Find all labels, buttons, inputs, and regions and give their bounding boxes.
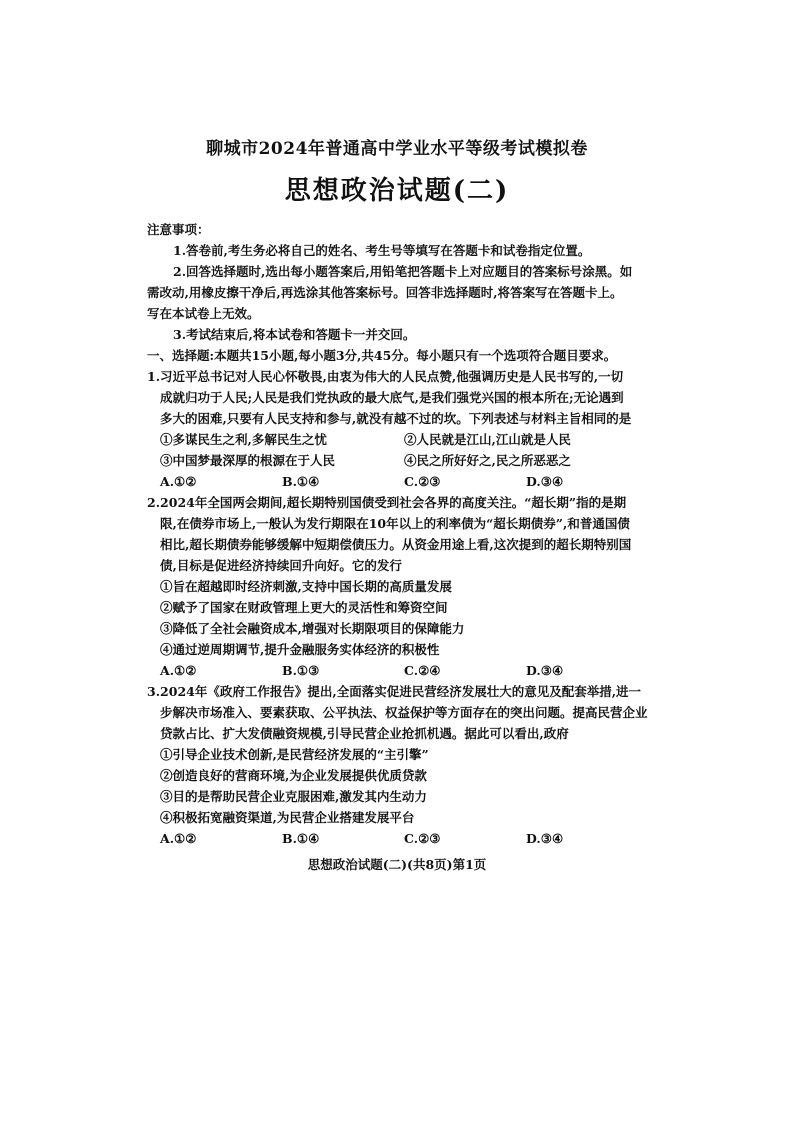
question-2-stem-line-4: 债,目标是促进经济持续回升向好。它的发行 <box>160 558 402 573</box>
question-2-option-4: ④通过逆周期调节,提升金融服务实体经济的积极性 <box>160 642 440 657</box>
question-3-answers <box>147 828 657 849</box>
exam-title: 聊城市2024年普通高中学业水平等级考试模拟卷 <box>206 139 588 159</box>
question-1-option-1: ①多谋民生之利,多解民生之忧 <box>160 432 327 447</box>
notice-item-2-line-3: 写在本试卷上无效。 <box>147 306 260 321</box>
question-1-option-2: ②人民就是江山,江山就是人民 <box>404 432 571 447</box>
question-3-option-3: ③目的是帮助民营企业克服困难,激发其内生动力 <box>160 789 427 804</box>
question-1-options-row-1 <box>147 429 657 450</box>
question-1-answers <box>147 471 657 492</box>
question-1-answer-c: C.②③ <box>404 474 441 489</box>
question-3-option-1: ①引导企业技术创新,是民营经济发展的“主引擎” <box>160 747 429 762</box>
question-3-answer-a: A.①② <box>160 831 197 846</box>
question-1-answer-a: A.①② <box>160 474 197 489</box>
question-1-options-row-2 <box>147 450 657 471</box>
exam-content <box>147 219 657 849</box>
question-1-stem-line-2: 成就归功于人民;人民是我们党执政的最大底气,是我们强党兴国的根本所在;无论遇到 <box>160 390 624 405</box>
question-2-stem-line-2: 限,在债券市场上,一般认为发行期限在10年以上的利率债为“超长期债券”,和普通国债 <box>160 516 630 531</box>
question-3-option-2: ②创造良好的营商环境,为企业发展提供优质贷款 <box>160 768 427 783</box>
question-1-answer-d: D.③④ <box>526 474 564 489</box>
question-2-option-2: ②赋予了国家在财政管理上更大的灵活性和筹资空间 <box>160 600 448 615</box>
question-1-stem-line-1: 1.习近平总书记对人民心怀敬畏,由衷为伟大的人民点赞,他强调历史是人民书写的,一切 <box>147 369 624 384</box>
question-1-option-4: ④民之所好好之,民之所恶恶之 <box>404 453 571 468</box>
question-2-stem-line-3: 相比,超长期债券能够缓解中短期偿债压力。从资金用途上看,这次提到的超长期特别国 <box>160 537 632 552</box>
question-3-stem-line-1: 3.2024年《政府工作报告》提出,全面落实促进民营经济发展壮大的意见及配套举措,进一 <box>147 684 642 699</box>
question-2-answers <box>147 660 657 681</box>
question-1-option-3: ③中国梦最深厚的根源在于人民 <box>160 453 336 468</box>
section-heading: 一、选择题:本题共15小题,每小题3分,共45分。每小题只有一个选项符合题目要求。 <box>147 348 617 363</box>
question-3-stem-line-3: 贷款占比、扩大发债融资规模,引导民营企业抢抓机遇。据此可以看出,政府 <box>160 726 569 741</box>
question-2-answer-c: C.②④ <box>404 663 441 678</box>
notice-item-3: 3.考试结束后,将本试卷和答题卡一并交回。 <box>173 327 416 342</box>
question-3-answer-d: D.③④ <box>526 831 564 846</box>
question-2-stem-line-1: 2.2024年全国两会期间,超长期特别国债受到社会各界的高度关注。“超长期”指的是期 <box>147 495 627 510</box>
question-3-option-4: ④积极拓宽融资渠道,为民营企业搭建发展平台 <box>160 810 415 825</box>
notice-item-2-line-1: 2.回答选择题时,选出每小题答案后,用铅笔把答题卡上对应题目的答案标号涂黑。如 <box>173 264 633 279</box>
notice-item-1: 1.答卷前,考生务必将自己的姓名、考生号等填写在答题卡和试卷指定位置。 <box>173 243 591 258</box>
question-2-option-3: ③降低了全社会融资成本,增强对长期限项目的保障能力 <box>160 621 465 636</box>
question-2-answer-b: B.①③ <box>282 663 320 678</box>
page-footer: 思想政治试题(二)(共8页)第1页 <box>307 857 487 872</box>
notice-item-2-line-2: 需改动,用橡皮擦干净后,再选涂其他答案标号。回答非选择题时,将答案写在答题卡上。 <box>147 285 623 300</box>
question-1-stem-line-3: 多大的困难,只要有人民支持和参与,就没有越不过的坎。下列表述与材料主旨相同的是 <box>160 411 632 426</box>
question-3-answer-b: B.①④ <box>282 831 320 846</box>
question-2-option-1: ①旨在超越即时经济刺激,支持中国长期的高质量发展 <box>160 579 452 594</box>
notice-heading: 注意事项： <box>147 222 210 237</box>
question-3-answer-c: C.②③ <box>404 831 441 846</box>
subject-title: 思想政治试题(二) <box>284 176 510 206</box>
question-3-stem-line-2: 步解决市场准入、要素获取、公平执法、权益保护等方面存在的突出问题。提高民营企业 <box>160 705 648 720</box>
question-2-answer-a: A.①② <box>160 663 197 678</box>
question-2-answer-d: D.③④ <box>526 663 564 678</box>
question-1-answer-b: B.①④ <box>282 474 320 489</box>
